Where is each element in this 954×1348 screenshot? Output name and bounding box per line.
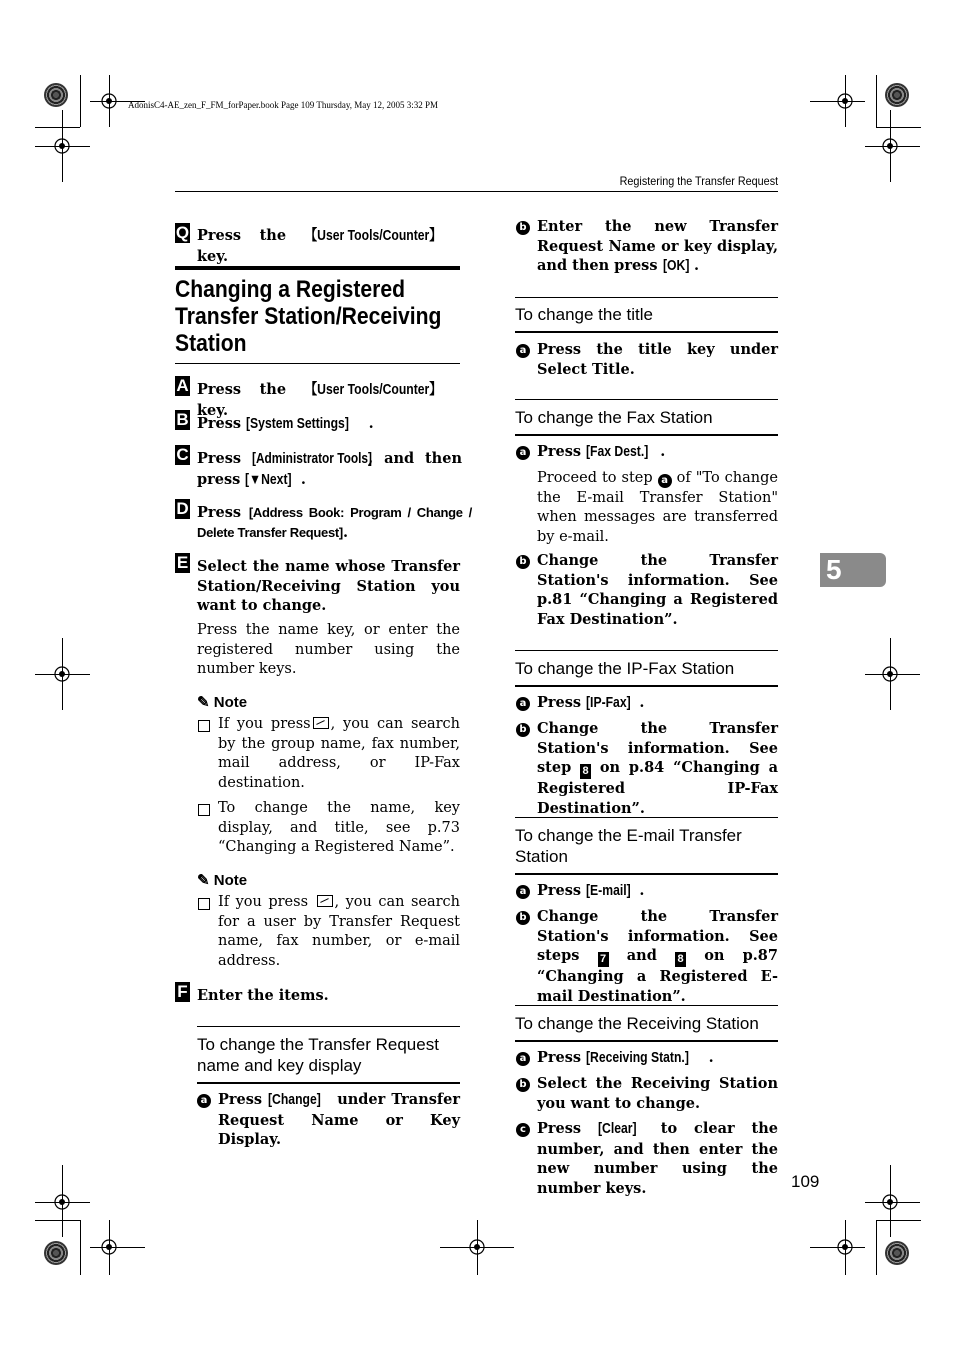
- subsection-rule: [197, 1082, 460, 1084]
- step-text: Select the name whose Transfer Station/Receiving Station you want to change.: [197, 558, 460, 614]
- step-number: B: [176, 410, 189, 429]
- checkbox-bullet-icon: [198, 720, 210, 732]
- substep-number: a: [516, 344, 530, 358]
- step-text: Enter the new Transfer Request Name or key display, and then press [OK] .: [537, 218, 778, 274]
- crosshair-icon: [97, 1235, 121, 1259]
- substep-number: b: [516, 555, 530, 569]
- running-head: Registering the Transfer Request: [619, 174, 778, 188]
- substep-number: c: [516, 1123, 530, 1137]
- substep-number: b: [516, 1078, 530, 1092]
- search-key-icon: [317, 895, 333, 907]
- subsection-rule: [515, 434, 778, 436]
- subsection-heading: To change the E-mail Transfer Station: [515, 826, 742, 866]
- registration-disc-icon: [44, 83, 68, 107]
- substep-number: b: [516, 911, 530, 925]
- step-text: Press [Address Book: Program / Change / Delete Transfer Request].: [197, 504, 472, 541]
- step-ref-icon: 8: [580, 764, 591, 779]
- step-text: Press [Fax Dest.] .: [537, 443, 666, 460]
- section-title: Changing a Registered Transfer Station/Receiving Station: [175, 276, 442, 357]
- crosshair-icon: [878, 134, 902, 158]
- substep-number: a: [516, 885, 530, 899]
- step-text: Change the Transfer Station's information. See steps 7 and 8 on p.87 “Changing a Registered E-mail Destination”.: [537, 908, 778, 1005]
- step-number: Q: [175, 223, 190, 242]
- file-slug: AdonisC4-AE_zen_F_FM_forPaper.book Page 109 Thursday, May 12, 2005 3:32 PM: [128, 100, 438, 110]
- crosshair-icon: [833, 89, 857, 113]
- crosshair-icon: [878, 1190, 902, 1214]
- substep-number: a: [516, 446, 530, 460]
- section-rule: [175, 266, 460, 270]
- note-heading: ✎ Note: [197, 694, 248, 711]
- registration-disc-icon: [44, 1241, 68, 1265]
- step-text: Press the title key under Select Title.: [537, 341, 778, 378]
- chapter-tab: [820, 553, 886, 587]
- search-key-icon: [313, 717, 329, 729]
- step-text: Press [System Settings] .: [197, 415, 374, 432]
- subsection-heading: To change the IP-Fax Station: [515, 659, 735, 678]
- registration-disc-icon: [885, 1241, 909, 1265]
- step-number: E: [176, 553, 189, 572]
- note-item: If you press , you can search for a user by Transfer Request name, fax number, or e-mail address.: [218, 894, 460, 969]
- crosshair-icon: [833, 1235, 857, 1259]
- crosshair-icon: [50, 134, 74, 158]
- pencil-icon: ✎: [197, 694, 210, 711]
- checkbox-bullet-icon: [198, 804, 210, 816]
- step-text: Press [E-mail] .: [537, 882, 645, 899]
- step-number: D: [176, 499, 189, 518]
- subsection-rule: [515, 685, 778, 687]
- substep-number: b: [516, 221, 530, 235]
- step-text: Enter the items.: [197, 987, 329, 1004]
- crosshair-icon: [465, 1235, 489, 1259]
- step-text: Press [Receiving Statn.] .: [537, 1049, 714, 1066]
- subsection-rule: [515, 297, 778, 298]
- subsection-heading: To change the Fax Station: [515, 408, 713, 427]
- chapter-number: 5: [826, 554, 842, 585]
- step-ref-icon: a: [658, 474, 672, 488]
- crosshair-icon: [878, 662, 902, 686]
- note-heading: ✎ Note: [197, 872, 248, 889]
- subsection-rule: [515, 873, 778, 875]
- subsection-rule: [515, 331, 778, 333]
- note-item: To change the name, key display, and title, see p.73 “Changing a Registered Name”.: [218, 800, 460, 855]
- subsection-rule: [197, 1026, 460, 1027]
- subsection-heading: To change the Receiving Station: [515, 1014, 759, 1033]
- subsection-rule: [515, 650, 778, 651]
- note-item: If you press , you can search by the group name, fax number, mail address, or IP-Fax destination.: [218, 716, 461, 791]
- step-text: Select the Receiving Station you want to change.: [537, 1075, 778, 1112]
- step-body: Proceed to step a of "To change the E-mail Transfer Station" when messages are transferred by e-mail.: [537, 470, 778, 545]
- step-body: Press the name key, or enter the registered number using the number keys.: [197, 622, 460, 677]
- step-text: Press the 【User Tools/Counter】 key.: [197, 227, 442, 265]
- header-rule: [175, 191, 778, 192]
- step-text: Press [IP-Fax] .: [537, 694, 645, 711]
- registration-disc-icon: [885, 83, 909, 107]
- subsection-heading: To change the title: [515, 305, 653, 324]
- step-text: Press [Change] under Transfer Request Name or Key Display.: [218, 1091, 460, 1148]
- crosshair-icon: [50, 662, 74, 686]
- step-text: Press [Clear] to clear the number, and then enter the new number using the number keys.: [537, 1120, 778, 1197]
- step-text: Change the Transfer Station's information. See p.81 “Changing a Registered Fax Destination”.: [537, 552, 778, 628]
- step-number: A: [176, 376, 189, 395]
- step-ref-icon: 7: [598, 952, 609, 967]
- substep-number: a: [197, 1094, 211, 1108]
- checkbox-bullet-icon: [198, 898, 210, 910]
- substep-number: b: [516, 723, 530, 737]
- subsection-heading: To change the Transfer Request name and key display: [197, 1035, 439, 1075]
- page-number: 109: [791, 1172, 820, 1191]
- step-number: F: [175, 982, 190, 1002]
- step-text: Change the Transfer Station's information. See step 8 on p.84 “Changing a Registered IP-Fax Destination”.: [537, 720, 778, 817]
- step-ref-icon: 8: [675, 952, 686, 967]
- crosshair-icon: [97, 89, 121, 113]
- step-text: Press the 【User Tools/Counter】 key.: [197, 381, 442, 419]
- substep-number: a: [516, 697, 530, 711]
- step-text: Press [Administrator Tools], and then press [▼Next] .: [197, 450, 462, 488]
- subsection-rule: [515, 399, 778, 400]
- pencil-icon: ✎: [197, 872, 210, 889]
- subsection-rule: [515, 1005, 778, 1006]
- crosshair-icon: [50, 1190, 74, 1214]
- section-rule: [175, 363, 460, 364]
- subsection-rule: [515, 1040, 778, 1042]
- subsection-rule: [515, 817, 778, 818]
- step-number: C: [176, 445, 189, 464]
- substep-number: a: [516, 1052, 530, 1066]
